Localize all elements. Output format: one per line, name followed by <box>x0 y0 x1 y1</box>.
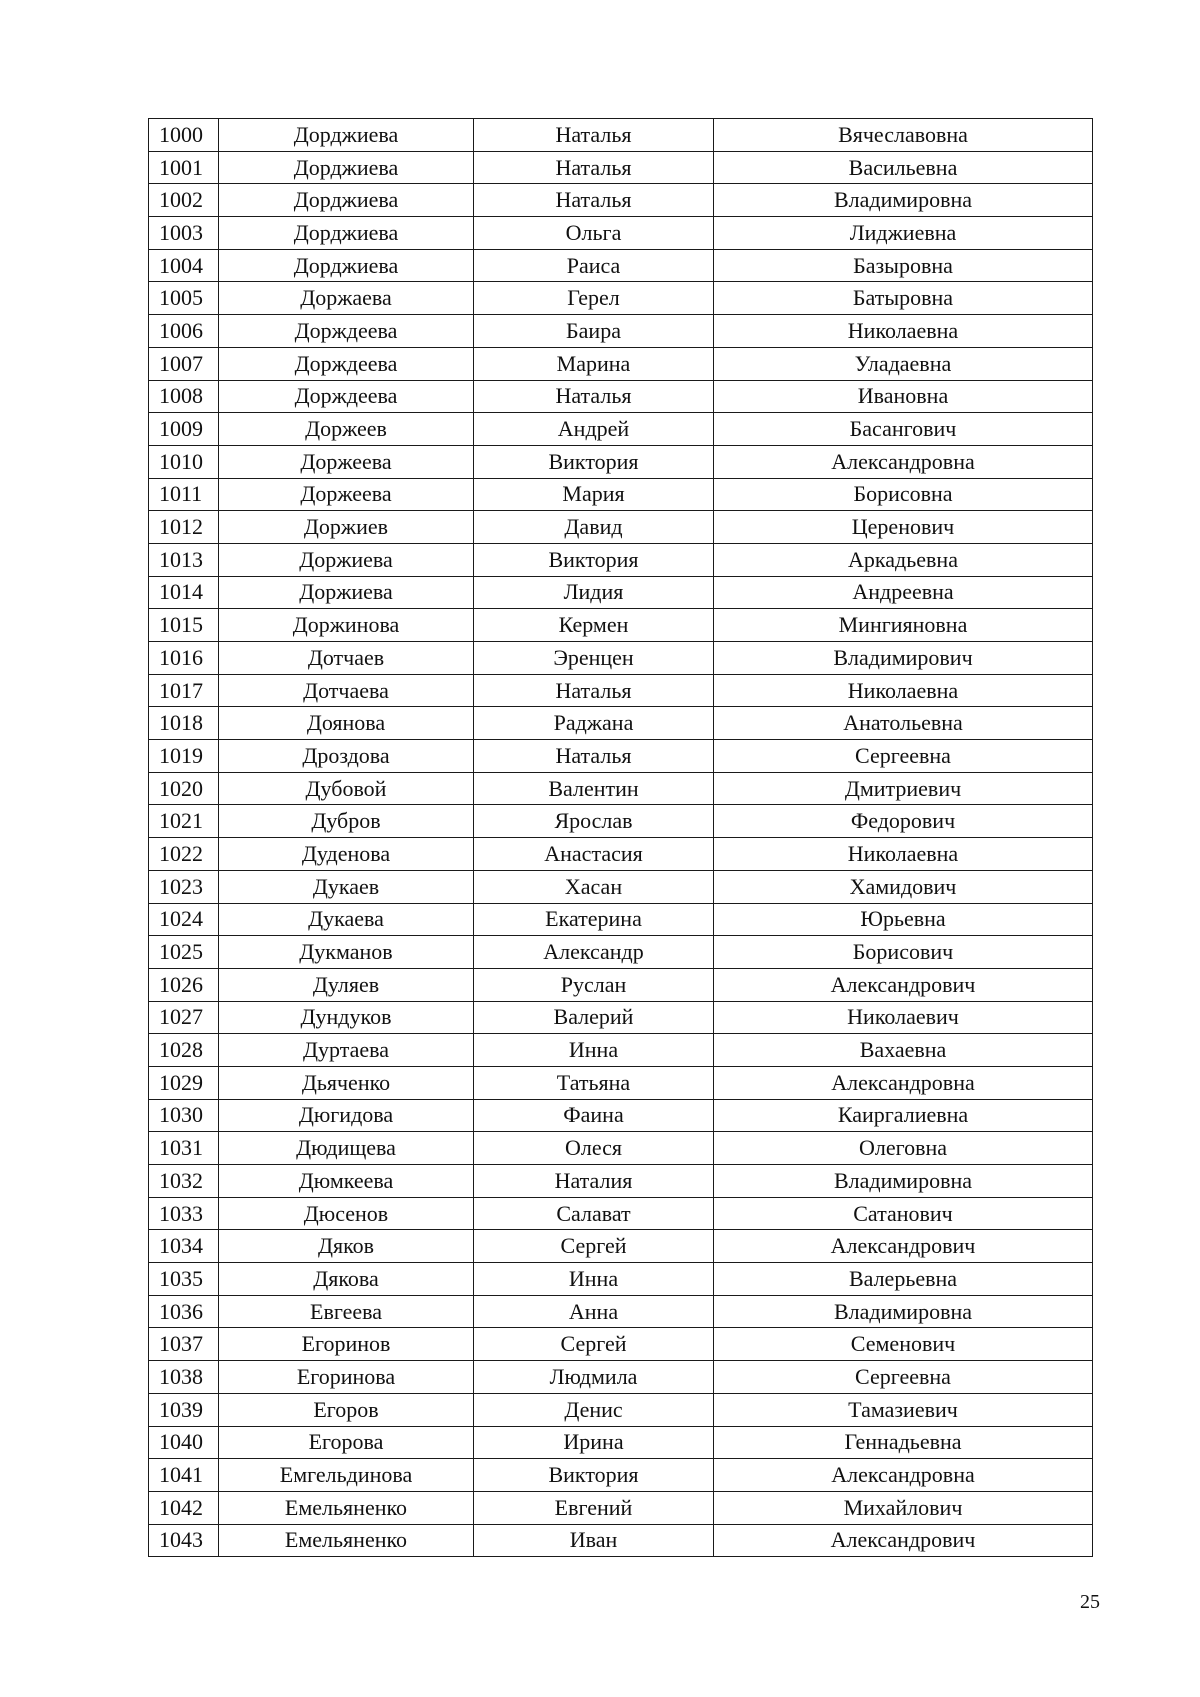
row-number-cell: 1014 <box>149 576 219 609</box>
patronymic-cell: Владимировна <box>714 1165 1093 1198</box>
table-row <box>149 478 1093 511</box>
first-name-cell: Сергей <box>474 1328 714 1361</box>
table-row <box>149 1001 1093 1034</box>
row-number-cell: 1035 <box>149 1263 219 1296</box>
patronymic-cell: Александрович <box>714 1230 1093 1263</box>
patronymic-cell: Ивановна <box>714 380 1093 413</box>
table-row <box>149 315 1093 348</box>
table-row <box>149 1034 1093 1067</box>
table-row <box>149 772 1093 805</box>
table-row <box>149 805 1093 838</box>
row-number-cell: 1023 <box>149 870 219 903</box>
table-row <box>149 347 1093 380</box>
surname-cell: Дукаева <box>219 903 474 936</box>
surname-cell: Доянова <box>219 707 474 740</box>
patronymic-cell: Тамазиевич <box>714 1393 1093 1426</box>
table-row <box>149 282 1093 315</box>
first-name-cell: Александр <box>474 936 714 969</box>
table-row <box>149 1361 1093 1394</box>
first-name-cell: Ярослав <box>474 805 714 838</box>
first-name-cell: Наталья <box>474 380 714 413</box>
row-number-cell: 1022 <box>149 838 219 871</box>
surname-cell: Дукаев <box>219 870 474 903</box>
table-row <box>149 1328 1093 1361</box>
patronymic-cell: Валерьевна <box>714 1263 1093 1296</box>
surname-cell: Доржеева <box>219 445 474 478</box>
row-number-cell: 1002 <box>149 184 219 217</box>
first-name-cell: Марина <box>474 347 714 380</box>
row-number-cell: 1006 <box>149 315 219 348</box>
patronymic-cell: Борисович <box>714 936 1093 969</box>
first-name-cell: Виктория <box>474 1459 714 1492</box>
row-number-cell: 1043 <box>149 1524 219 1557</box>
table-row <box>149 576 1093 609</box>
surname-cell: Дундуков <box>219 1001 474 1034</box>
surname-cell: Дуденова <box>219 838 474 871</box>
first-name-cell: Наталья <box>474 674 714 707</box>
patronymic-cell: Николаевна <box>714 674 1093 707</box>
surname-cell: Дюмкеева <box>219 1165 474 1198</box>
table-row <box>149 217 1093 250</box>
patronymic-cell: Васильевна <box>714 151 1093 184</box>
row-number-cell: 1007 <box>149 347 219 380</box>
row-number-cell: 1020 <box>149 772 219 805</box>
first-name-cell: Людмила <box>474 1361 714 1394</box>
patronymic-cell: Каиргалиевна <box>714 1099 1093 1132</box>
surname-cell: Егорова <box>219 1426 474 1459</box>
row-number-cell: 1013 <box>149 543 219 576</box>
table-row <box>149 936 1093 969</box>
patronymic-cell: Семенович <box>714 1328 1093 1361</box>
surname-cell: Емгельдинова <box>219 1459 474 1492</box>
patronymic-cell: Геннадьевна <box>714 1426 1093 1459</box>
patronymic-cell: Батыровна <box>714 282 1093 315</box>
table-row <box>149 1132 1093 1165</box>
table-row <box>149 184 1093 217</box>
row-number-cell: 1042 <box>149 1491 219 1524</box>
patronymic-cell: Владимировна <box>714 184 1093 217</box>
surname-cell: Доржеев <box>219 413 474 446</box>
table-row <box>149 1426 1093 1459</box>
first-name-cell: Виктория <box>474 445 714 478</box>
table-row <box>149 609 1093 642</box>
patronymic-cell: Федорович <box>714 805 1093 838</box>
table-row <box>149 151 1093 184</box>
surname-cell: Дюдищева <box>219 1132 474 1165</box>
row-number-cell: 1036 <box>149 1295 219 1328</box>
table-row <box>149 1099 1093 1132</box>
surname-cell: Дюгидова <box>219 1099 474 1132</box>
first-name-cell: Валентин <box>474 772 714 805</box>
surname-cell: Дорджиева <box>219 249 474 282</box>
table-row <box>149 674 1093 707</box>
patronymic-cell: Александровна <box>714 1459 1093 1492</box>
surname-cell: Дотчаева <box>219 674 474 707</box>
patronymic-cell: Дмитриевич <box>714 772 1093 805</box>
first-name-cell: Ирина <box>474 1426 714 1459</box>
first-name-cell: Денис <box>474 1393 714 1426</box>
first-name-cell: Анастасия <box>474 838 714 871</box>
first-name-cell: Эренцен <box>474 642 714 675</box>
first-name-cell: Виктория <box>474 543 714 576</box>
surname-cell: Доржаева <box>219 282 474 315</box>
table-row <box>149 511 1093 544</box>
patronymic-cell: Юрьевна <box>714 903 1093 936</box>
table-row <box>149 968 1093 1001</box>
surname-cell: Дяков <box>219 1230 474 1263</box>
surname-cell: Егоров <box>219 1393 474 1426</box>
row-number-cell: 1034 <box>149 1230 219 1263</box>
row-number-cell: 1027 <box>149 1001 219 1034</box>
patronymic-cell: Сергеевна <box>714 1361 1093 1394</box>
row-number-cell: 1009 <box>149 413 219 446</box>
table-row <box>149 1165 1093 1198</box>
patronymic-cell: Михайлович <box>714 1491 1093 1524</box>
table-row <box>149 249 1093 282</box>
patronymic-cell: Александрович <box>714 968 1093 1001</box>
row-number-cell: 1017 <box>149 674 219 707</box>
row-number-cell: 1031 <box>149 1132 219 1165</box>
patronymic-cell: Церенович <box>714 511 1093 544</box>
row-number-cell: 1003 <box>149 217 219 250</box>
surname-cell: Дубовой <box>219 772 474 805</box>
first-name-cell: Евгений <box>474 1491 714 1524</box>
table-row <box>149 1459 1093 1492</box>
surname-cell: Дякова <box>219 1263 474 1296</box>
row-number-cell: 1004 <box>149 249 219 282</box>
surname-cell: Дукманов <box>219 936 474 969</box>
first-name-cell: Сергей <box>474 1230 714 1263</box>
row-number-cell: 1026 <box>149 968 219 1001</box>
first-name-cell: Мария <box>474 478 714 511</box>
row-number-cell: 1015 <box>149 609 219 642</box>
first-name-cell: Инна <box>474 1263 714 1296</box>
first-name-cell: Раиса <box>474 249 714 282</box>
registry-table <box>148 118 1093 1557</box>
first-name-cell: Наталья <box>474 740 714 773</box>
row-number-cell: 1005 <box>149 282 219 315</box>
patronymic-cell: Вячеславовна <box>714 119 1093 152</box>
row-number-cell: 1028 <box>149 1034 219 1067</box>
first-name-cell: Екатерина <box>474 903 714 936</box>
patronymic-cell: Мингияновна <box>714 609 1093 642</box>
patronymic-cell: Басангович <box>714 413 1093 446</box>
surname-cell: Дорждеева <box>219 380 474 413</box>
surname-cell: Дуляев <box>219 968 474 1001</box>
first-name-cell: Андрей <box>474 413 714 446</box>
table-row <box>149 1491 1093 1524</box>
surname-cell: Дорджиева <box>219 119 474 152</box>
patronymic-cell: Николаевич <box>714 1001 1093 1034</box>
patronymic-cell: Сергеевна <box>714 740 1093 773</box>
table-row <box>149 1524 1093 1557</box>
surname-cell: Дуртаева <box>219 1034 474 1067</box>
patronymic-cell: Александровна <box>714 445 1093 478</box>
table-row <box>149 380 1093 413</box>
patronymic-cell: Олеговна <box>714 1132 1093 1165</box>
first-name-cell: Татьяна <box>474 1066 714 1099</box>
first-name-cell: Давид <box>474 511 714 544</box>
patronymic-cell: Александровна <box>714 1066 1093 1099</box>
first-name-cell: Инна <box>474 1034 714 1067</box>
page-number: 25 <box>1080 1591 1100 1613</box>
table-row <box>149 642 1093 675</box>
patronymic-cell: Андреевна <box>714 576 1093 609</box>
row-number-cell: 1030 <box>149 1099 219 1132</box>
first-name-cell: Баира <box>474 315 714 348</box>
patronymic-cell: Лиджиевна <box>714 217 1093 250</box>
table-row <box>149 870 1093 903</box>
row-number-cell: 1012 <box>149 511 219 544</box>
row-number-cell: 1021 <box>149 805 219 838</box>
surname-cell: Дорджиева <box>219 184 474 217</box>
first-name-cell: Валерий <box>474 1001 714 1034</box>
row-number-cell: 1010 <box>149 445 219 478</box>
table-row <box>149 903 1093 936</box>
patronymic-cell: Владимировна <box>714 1295 1093 1328</box>
table-row <box>149 1295 1093 1328</box>
surname-cell: Дюсенов <box>219 1197 474 1230</box>
surname-cell: Емельяненко <box>219 1491 474 1524</box>
surname-cell: Дорджиева <box>219 151 474 184</box>
table-row <box>149 838 1093 871</box>
first-name-cell: Лидия <box>474 576 714 609</box>
surname-cell: Дотчаев <box>219 642 474 675</box>
first-name-cell: Раджана <box>474 707 714 740</box>
first-name-cell: Салават <box>474 1197 714 1230</box>
table-row <box>149 1263 1093 1296</box>
table-row <box>149 445 1093 478</box>
row-number-cell: 1037 <box>149 1328 219 1361</box>
first-name-cell: Наталия <box>474 1165 714 1198</box>
row-number-cell: 1011 <box>149 478 219 511</box>
patronymic-cell: Базыровна <box>714 249 1093 282</box>
surname-cell: Дьяченко <box>219 1066 474 1099</box>
first-name-cell: Иван <box>474 1524 714 1557</box>
surname-cell: Дорждеева <box>219 315 474 348</box>
first-name-cell: Хасан <box>474 870 714 903</box>
surname-cell: Доржинова <box>219 609 474 642</box>
patronymic-cell: Николаевна <box>714 838 1093 871</box>
row-number-cell: 1018 <box>149 707 219 740</box>
table-row <box>149 740 1093 773</box>
surname-cell: Дорждеева <box>219 347 474 380</box>
table-row <box>149 1197 1093 1230</box>
patronymic-cell: Борисовна <box>714 478 1093 511</box>
table-row <box>149 543 1093 576</box>
first-name-cell: Анна <box>474 1295 714 1328</box>
first-name-cell: Ольга <box>474 217 714 250</box>
surname-cell: Доржиева <box>219 576 474 609</box>
surname-cell: Доржиева <box>219 543 474 576</box>
first-name-cell: Наталья <box>474 119 714 152</box>
surname-cell: Дубров <box>219 805 474 838</box>
surname-cell: Евгеева <box>219 1295 474 1328</box>
row-number-cell: 1000 <box>149 119 219 152</box>
row-number-cell: 1019 <box>149 740 219 773</box>
patronymic-cell: Владимирович <box>714 642 1093 675</box>
table-row <box>149 1230 1093 1263</box>
first-name-cell: Герел <box>474 282 714 315</box>
patronymic-cell: Хамидович <box>714 870 1093 903</box>
patronymic-cell: Сатанович <box>714 1197 1093 1230</box>
patronymic-cell: Аркадьевна <box>714 543 1093 576</box>
patronymic-cell: Вахаевна <box>714 1034 1093 1067</box>
row-number-cell: 1033 <box>149 1197 219 1230</box>
surname-cell: Егоринова <box>219 1361 474 1394</box>
row-number-cell: 1032 <box>149 1165 219 1198</box>
first-name-cell: Олеся <box>474 1132 714 1165</box>
patronymic-cell: Уладаевна <box>714 347 1093 380</box>
row-number-cell: 1040 <box>149 1426 219 1459</box>
row-number-cell: 1025 <box>149 936 219 969</box>
row-number-cell: 1041 <box>149 1459 219 1492</box>
table-row <box>149 413 1093 446</box>
first-name-cell: Фаина <box>474 1099 714 1132</box>
table-row <box>149 119 1093 152</box>
row-number-cell: 1008 <box>149 380 219 413</box>
surname-cell: Егоринов <box>219 1328 474 1361</box>
patronymic-cell: Николаевна <box>714 315 1093 348</box>
surname-cell: Дроздова <box>219 740 474 773</box>
patronymic-cell: Анатольевна <box>714 707 1093 740</box>
patronymic-cell: Александрович <box>714 1524 1093 1557</box>
surname-cell: Дорджиева <box>219 217 474 250</box>
row-number-cell: 1029 <box>149 1066 219 1099</box>
row-number-cell: 1039 <box>149 1393 219 1426</box>
first-name-cell: Кермен <box>474 609 714 642</box>
surname-cell: Емельяненко <box>219 1524 474 1557</box>
first-name-cell: Руслан <box>474 968 714 1001</box>
row-number-cell: 1038 <box>149 1361 219 1394</box>
table-row <box>149 1066 1093 1099</box>
surname-cell: Доржиев <box>219 511 474 544</box>
row-number-cell: 1016 <box>149 642 219 675</box>
surname-cell: Доржеева <box>219 478 474 511</box>
row-number-cell: 1001 <box>149 151 219 184</box>
first-name-cell: Наталья <box>474 184 714 217</box>
table-row <box>149 1393 1093 1426</box>
table-row <box>149 707 1093 740</box>
row-number-cell: 1024 <box>149 903 219 936</box>
registry-table-body <box>149 119 1093 1557</box>
first-name-cell: Наталья <box>474 151 714 184</box>
